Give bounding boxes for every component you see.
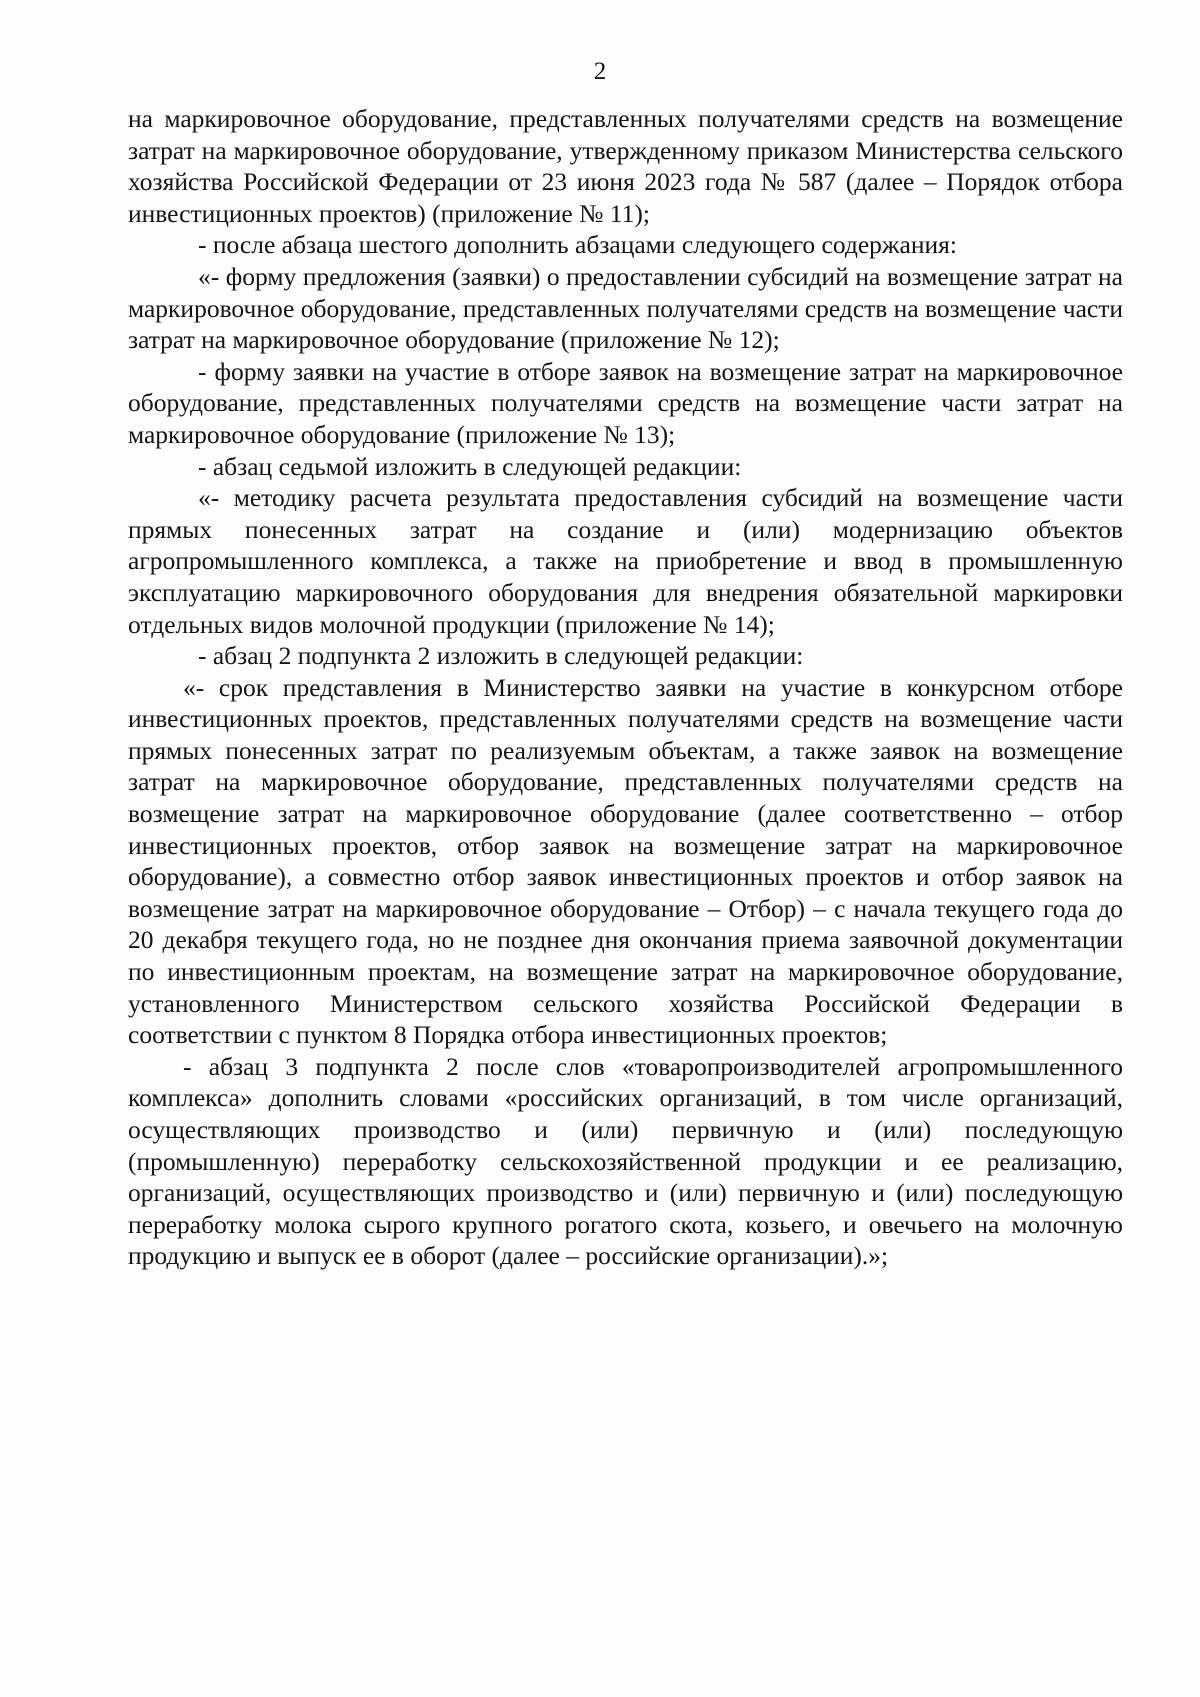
paragraph-application-form: - форму заявки на участие в отборе заявок на возмещение затрат на маркировочное оборудование, представленных получателями средств на возмещение части затрат на маркировочное оборудование (приложение № 13);: [128, 356, 1123, 449]
paragraph-seventh-instruction: - абзац седьмой изложить в следующей редакции:: [198, 451, 742, 481]
paragraph-offer-form: «- форму предложения (заявки) о предоставлении субсидий на возмещение затрат на маркировочное оборудование, представленных получателями средств на возмещение части затрат на маркировочное оборудование (приложение № 12);: [128, 261, 1123, 355]
paragraph-after-sixth-instruction: - после абзаца шестого дополнить абзацами следующего содержания:: [198, 230, 957, 260]
page-number: 2: [593, 58, 607, 85]
paragraph-methodology: «- методику расчета результата предоставления субсидий на возмещение части прямых понесенных затрат на создание и (или) модернизацию объектов агропромышленного комплекса, а также на приобретение и ввод в промышленную эксплуатацию маркировочного оборудования для внедрения обязательной маркировки отдельных видов молочной продукции (приложение № 14);: [128, 483, 1123, 639]
paragraph-deadline: «- срок представления в Министерство заявки на участие в конкурсном отборе инвестиционных проектов, представленных получателями средств на возмещение части прямых понесенных затрат по реализуемым объектам, а также заявок на возмещение затрат на маркировочное оборудование, представленных получателями средств на возмещение затрат на маркировочное оборудование (далее соответственно – отбор инвестиционных проектов, отбор заявок на возмещение затрат на маркировочное оборудование), а совместно отбор заявок инвестиционных проектов и отбор заявок на возмещение затрат на маркировочное оборудование – Отбор) – с начала текущего года до 20 декабря текущего года, но не позднее дня окончания приема заявочной документации по инвестиционным проектам, на возмещение затрат на маркировочное оборудование, установленного Министерством сельского хозяйства Российской Федерации в соответствии с пунктом 8 Порядка отбора инвестиционных проектов;: [128, 672, 1123, 1050]
paragraph-subclause-3: - абзац 3 подпункта 2 после слов «товаропроизводителей агропромышленного комплекса» дополнить словами «российских организаций, в том числе организаций, осуществляющих производство и (или) первичную и (или) последующую (промышленную) переработку сельскохозяйственной продукции и ее реализацию, организаций, осуществляющих производство и (или) первичную и (или) последующую переработку молока сырого крупного рогатого скота, козьего, и овечьего на молочную продукцию и выпуск ее в оборот (далее – российские организации).»;: [128, 1051, 1123, 1271]
paragraph-continuation: на маркировочное оборудование, представленных получателями средств на возмещение затрат на маркировочное оборудование, утвержденному приказом Министерства сельского хозяйства Российской Федерации от 23 июня 2023 года № 587 (далее – Порядок отбора инвестиционных проектов) (приложение № 11);: [128, 104, 1123, 228]
document-body: [128, 103, 1123, 1272]
paragraph-subclause-2-instruction: - абзац 2 подпункта 2 изложить в следующей редакции:: [198, 641, 804, 671]
